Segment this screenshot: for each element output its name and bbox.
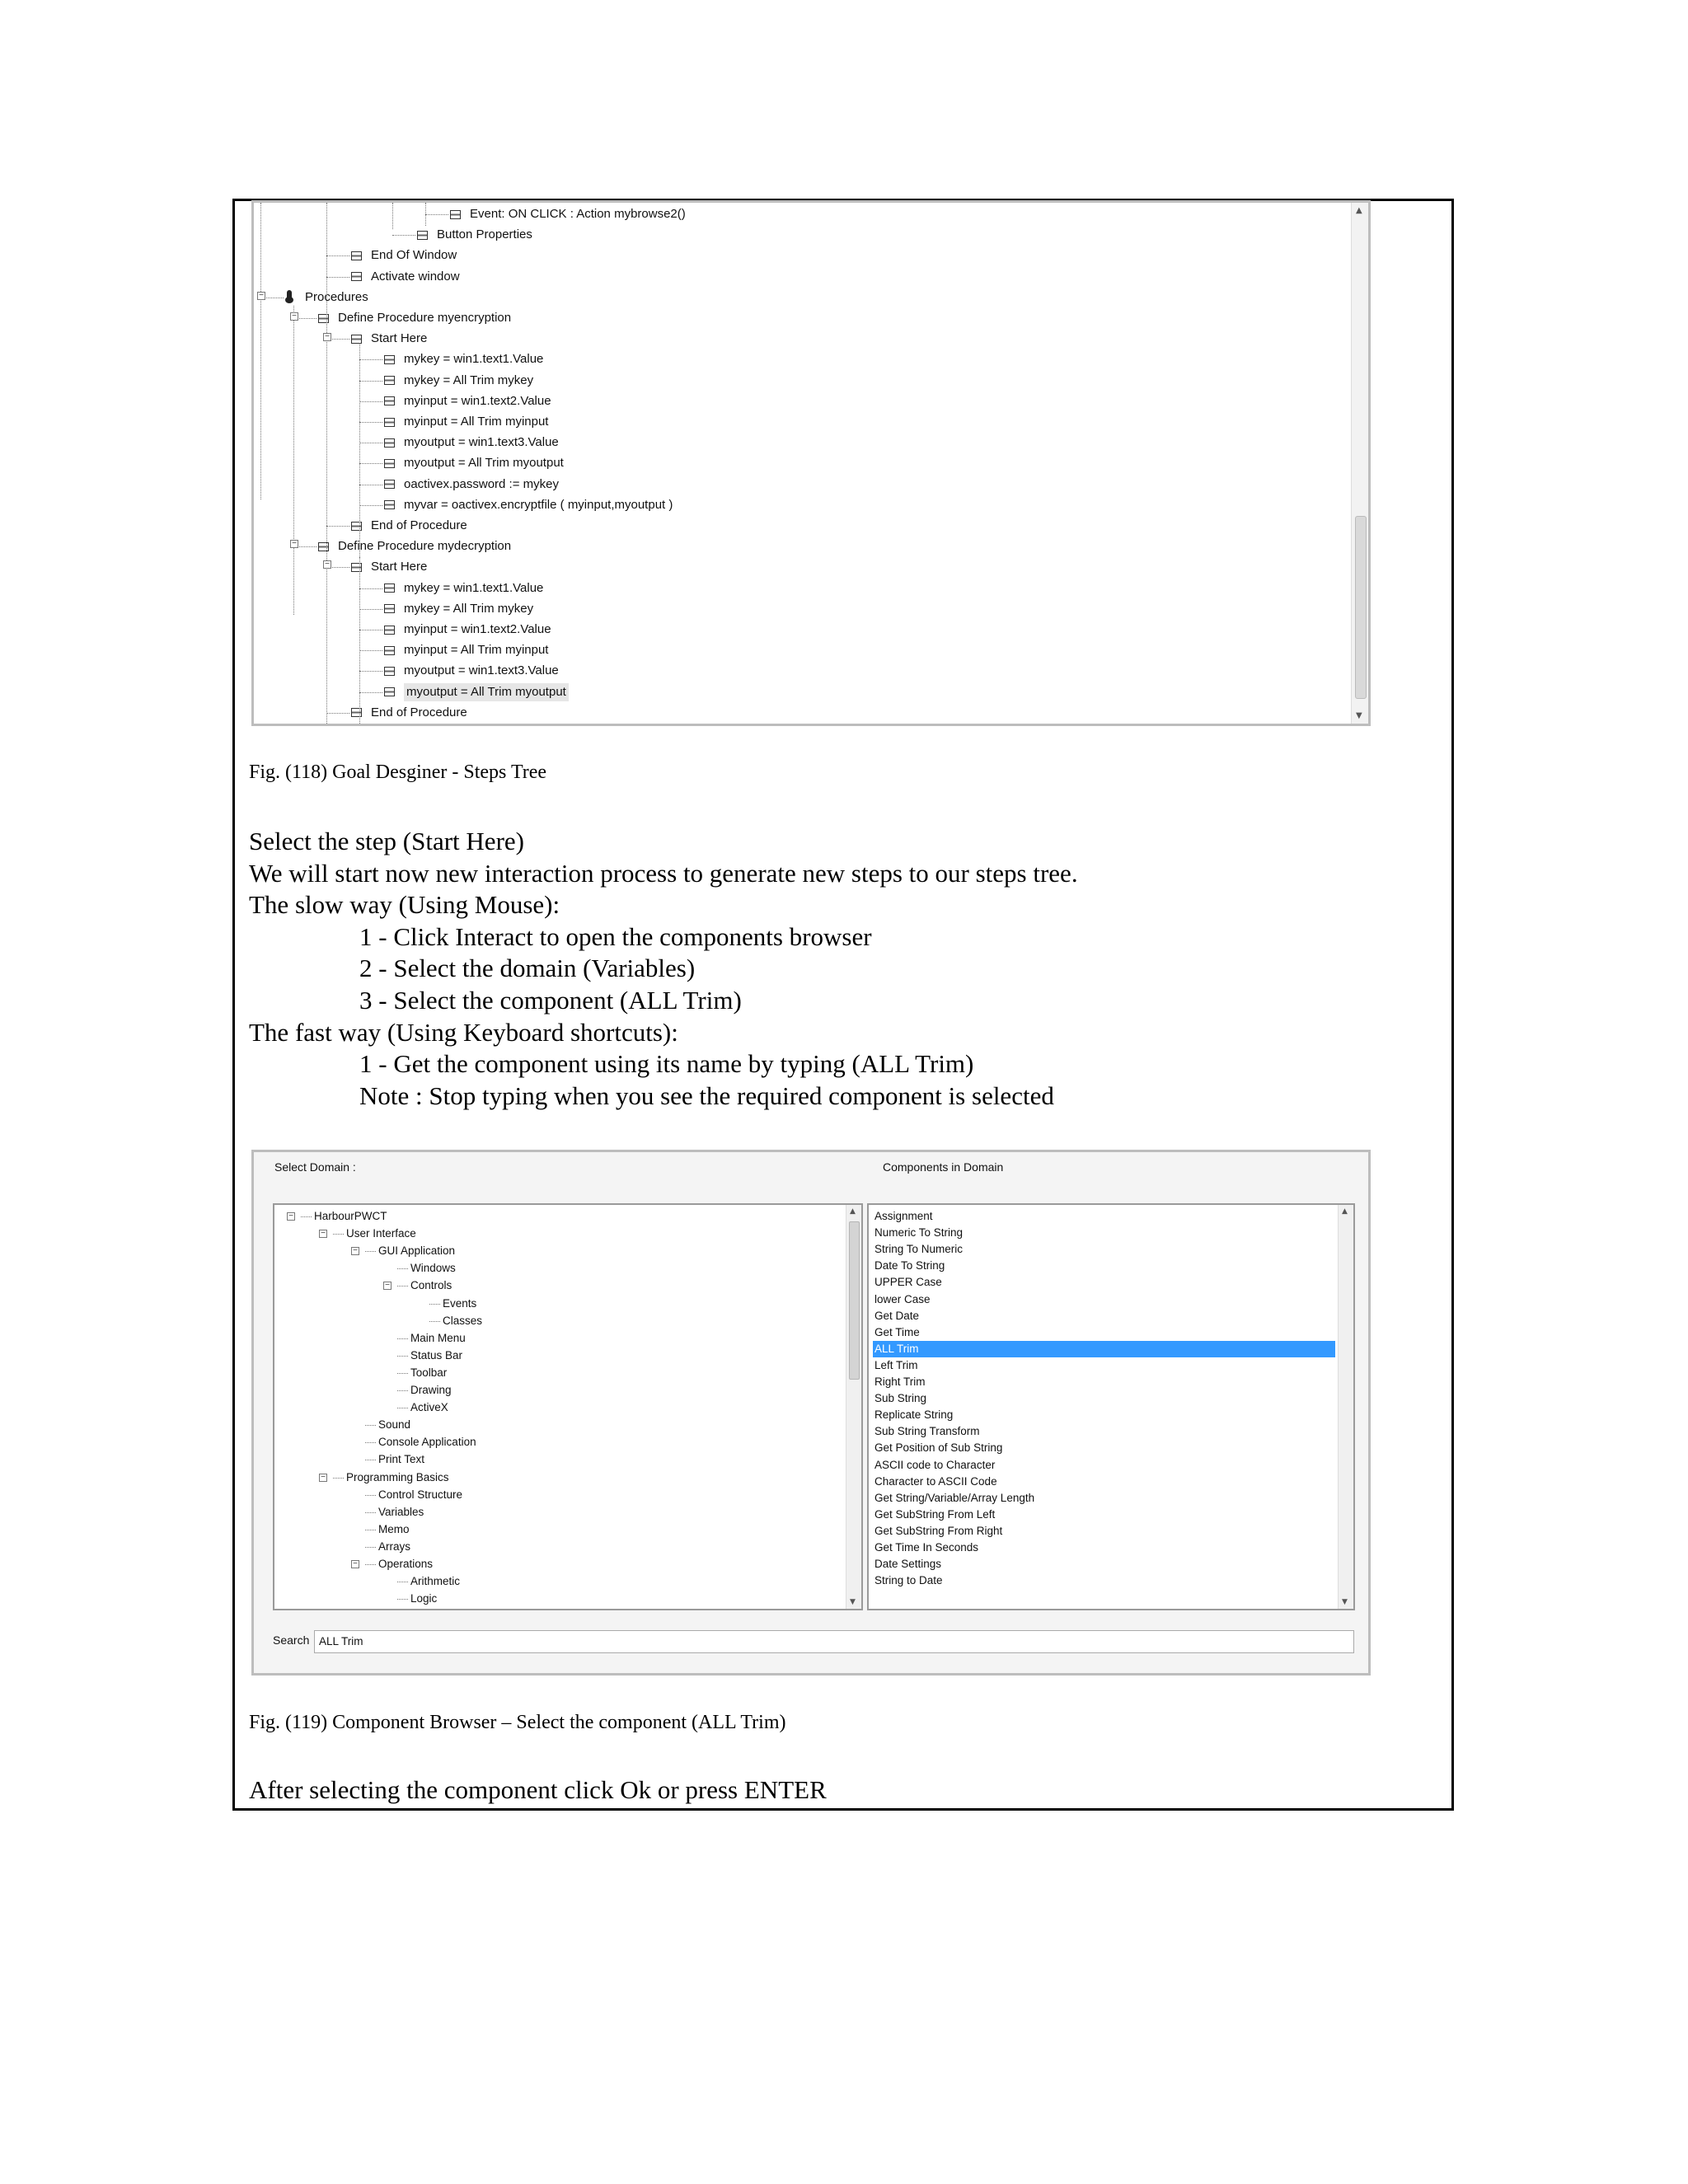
tree-step[interactable] — [318, 537, 511, 555]
tree-step-label: mykey = win1.text1.Value — [404, 352, 544, 367]
tree-connector — [397, 1599, 408, 1600]
figure-118-caption: Fig. (118) Goal Desginer - Steps Tree — [249, 762, 547, 783]
tree-step-label: Start Here — [371, 560, 428, 574]
scroll-thumb[interactable] — [849, 1221, 860, 1380]
component-item[interactable]: String To Numeric — [874, 1243, 964, 1256]
tree-step[interactable] — [384, 600, 533, 618]
component-item[interactable]: Date Settings — [874, 1558, 942, 1571]
tree-step-label: myvar = oactivex.encryptfile ( myinput,myoutput ) — [404, 497, 673, 512]
component-item[interactable]: Get Time In Seconds — [874, 1541, 979, 1554]
component-item[interactable]: Assignment — [874, 1210, 933, 1222]
component-item[interactable]: Numeric To String — [874, 1226, 964, 1240]
domain-item[interactable]: Toolbar — [410, 1366, 448, 1379]
tree-step[interactable] — [384, 579, 543, 598]
step-icon — [384, 396, 395, 405]
tree-connector — [365, 1442, 376, 1443]
tree-step[interactable] — [417, 226, 532, 244]
step-icon — [351, 272, 362, 281]
domain-item[interactable]: Arithmetic — [410, 1575, 461, 1588]
tree-step[interactable] — [351, 246, 457, 265]
tree-connector — [359, 692, 382, 693]
step-icon — [384, 500, 395, 509]
tree-step-label: myinput = win1.text2.Value — [404, 622, 551, 636]
tree-connector — [326, 277, 349, 278]
tree-connector — [359, 343, 360, 565]
tree-step[interactable] — [384, 662, 559, 680]
component-item[interactable]: Left Trim — [874, 1358, 918, 1371]
figure-119-caption: Fig. (119) Component Browser – Select the component (ALL Trim) — [249, 1712, 786, 1733]
instructions — [249, 826, 1078, 1112]
tree-connector — [365, 1547, 376, 1548]
collapse-icon[interactable]: − — [290, 540, 298, 548]
collapse-icon[interactable]: − — [257, 292, 265, 300]
instruction-line: 1 - Click Interact to open the components browser — [359, 921, 872, 951]
component-item[interactable]: UPPER Case — [874, 1276, 942, 1289]
tree-connector — [333, 1478, 344, 1479]
step-icon — [417, 231, 428, 240]
tree-step-label: myoutput = All Trim myoutput — [404, 683, 569, 701]
domain-item[interactable]: GUI Application — [378, 1244, 456, 1258]
tree-step[interactable] — [351, 704, 467, 722]
domain-item[interactable]: Memo — [378, 1522, 410, 1535]
step-icon — [318, 542, 329, 551]
domain-item[interactable]: Drawing — [410, 1384, 452, 1396]
component-item[interactable]: lower Case — [874, 1292, 931, 1305]
domain-item[interactable]: Control Structure — [378, 1488, 463, 1501]
component-item[interactable]: Get Position of Sub String — [874, 1441, 1003, 1455]
step-icon — [351, 522, 362, 531]
tree-connector — [397, 1338, 408, 1339]
tree-connector — [359, 422, 382, 423]
component-item[interactable]: ALL Trim — [873, 1341, 1335, 1357]
tree-step[interactable] — [384, 476, 559, 494]
step-icon — [351, 335, 362, 344]
tree-step-label: myinput = All Trim myinput — [404, 415, 549, 429]
tree-connector — [365, 1495, 376, 1496]
tree-step[interactable] — [351, 268, 460, 286]
components-in-domain-label: Components in Domain — [883, 1160, 1004, 1174]
tree-step-label: mykey = All Trim mykey — [404, 601, 534, 616]
tree-connector — [397, 1356, 408, 1357]
instruction-line: The slow way (Using Mouse): — [249, 890, 560, 920]
component-item[interactable]: Character to ASCII Code — [874, 1474, 997, 1488]
tree-step[interactable] — [384, 621, 551, 639]
collapse-icon[interactable]: − — [383, 1282, 392, 1290]
search-label: Search — [273, 1633, 310, 1647]
tree-step-label: Activate window — [371, 269, 460, 284]
tree-step-label: Define Procedure myencryption — [338, 311, 512, 325]
step-icon — [384, 355, 395, 364]
component-item[interactable]: Right Trim — [874, 1376, 926, 1388]
tree-step[interactable] — [384, 683, 569, 701]
step-icon — [450, 210, 461, 219]
tree-step-label: oactivex.password := mykey — [404, 476, 559, 491]
domain-item[interactable]: Controls — [410, 1279, 452, 1292]
search-input[interactable]: ALL Trim — [314, 1630, 1354, 1653]
instruction-line: 2 - Select the domain (Variables) — [359, 954, 696, 983]
domain-item[interactable]: Sound — [378, 1418, 411, 1432]
scroll-down-icon[interactable]: ▼ — [1342, 1598, 1348, 1606]
domain-tree-scrollbar[interactable] — [846, 1205, 861, 1609]
tree-step-label: Procedures — [305, 289, 368, 304]
component-item[interactable]: ASCII code to Character — [874, 1458, 996, 1471]
instruction-line: Note : Stop typing when you see the required component is selected — [359, 1080, 1054, 1110]
tree-step[interactable] — [384, 372, 533, 390]
tree-connector — [326, 526, 349, 527]
tree-step-label: End of Procedure — [371, 518, 467, 532]
domain-item[interactable]: Operations — [378, 1558, 434, 1570]
tree-connector — [359, 359, 382, 360]
tree-connector — [359, 588, 382, 589]
tree-connector — [425, 203, 426, 226]
collapse-icon[interactable]: − — [351, 1247, 359, 1255]
tree-connector — [326, 255, 349, 256]
tree-connector — [429, 1321, 440, 1322]
tree-connector — [359, 381, 382, 382]
component-item[interactable]: Get Date — [874, 1309, 920, 1322]
step-icon — [384, 459, 395, 468]
step-icon — [351, 708, 362, 717]
collapse-icon[interactable]: − — [290, 312, 298, 321]
domain-item[interactable]: Console Application — [378, 1436, 476, 1449]
tree-connector — [359, 505, 382, 506]
tree-connector — [392, 235, 415, 236]
tree-step[interactable] — [384, 413, 548, 431]
component-item[interactable]: Sub String Transform — [874, 1425, 980, 1438]
tree-connector — [365, 1512, 376, 1513]
tree-step-label: myoutput = win1.text3.Value — [404, 435, 559, 450]
collapse-icon[interactable]: − — [351, 1560, 359, 1568]
tree-connector — [397, 1390, 408, 1391]
tree-step-label: Event: ON CLICK : Action mybrowse2() — [470, 207, 686, 221]
component-item[interactable]: Date To String — [874, 1259, 945, 1272]
tree-connector — [359, 609, 382, 610]
tree-step-label: Button Properties — [437, 227, 532, 242]
tree-step[interactable] — [384, 350, 543, 368]
tree-step-label: Start Here — [371, 331, 428, 346]
scroll-up-icon[interactable]: ▲ — [1356, 206, 1362, 215]
step-icon — [384, 583, 395, 593]
tree-connector — [397, 1268, 408, 1269]
tree-step-label: mykey = All Trim mykey — [404, 373, 534, 387]
tree-connector — [359, 671, 382, 672]
tree-step-label: Define Procedure mydecryption — [338, 539, 512, 554]
domain-item[interactable]: Variables — [378, 1505, 424, 1518]
step-icon — [384, 480, 395, 489]
select-domain-label: Select Domain : — [274, 1160, 356, 1174]
tree-step-label: myinput = All Trim myinput — [404, 643, 549, 658]
scroll-up-icon[interactable]: ▲ — [1342, 1207, 1348, 1216]
step-icon — [351, 251, 362, 260]
scroll-up-icon[interactable]: ▲ — [850, 1207, 856, 1216]
step-icon — [384, 604, 395, 613]
component-item[interactable]: String to Date — [874, 1574, 943, 1587]
tree-connector — [359, 463, 382, 464]
collapse-icon[interactable]: − — [323, 333, 331, 341]
step-icon — [384, 646, 395, 655]
tree-connector — [392, 203, 393, 229]
step-icon — [384, 626, 395, 635]
step-icon — [384, 418, 395, 427]
domain-tree-panel[interactable] — [273, 1203, 863, 1610]
steps-tree — [254, 203, 1350, 724]
scroll-thumb[interactable] — [1355, 516, 1367, 699]
step-icon — [384, 687, 395, 696]
footer-text: After selecting the component click Ok or press ENTER — [249, 1775, 827, 1804]
instruction-line: The fast way (Using Keyboard shortcuts): — [249, 1017, 678, 1047]
tree-step[interactable] — [384, 641, 548, 659]
steps-tree-screenshot — [251, 200, 1371, 726]
tree-connector — [359, 557, 360, 724]
tree-step-label: mykey = win1.text1.Value — [404, 580, 544, 595]
tree-connector — [359, 650, 382, 651]
instruction-line: Select the step (Start Here) — [249, 827, 524, 855]
component-item[interactable]: Get String/Variable/Array Length — [874, 1491, 1035, 1504]
tree-connector — [359, 401, 382, 402]
domain-item[interactable]: Arrays — [378, 1540, 411, 1553]
tree-step[interactable] — [384, 434, 559, 452]
tree-connector — [260, 203, 261, 499]
procedures-icon — [285, 290, 293, 305]
tree-connector — [333, 1234, 344, 1235]
component-browser-screenshot — [251, 1150, 1371, 1675]
step-icon — [384, 376, 395, 385]
tree-connector — [326, 335, 327, 590]
tree-step[interactable] — [384, 392, 551, 410]
domain-item[interactable]: ActiveX — [410, 1401, 448, 1414]
tree-connector — [365, 1564, 376, 1565]
tree-connector — [301, 1216, 312, 1217]
step-icon — [384, 667, 395, 676]
steps-tree-scrollbar[interactable] — [1351, 203, 1368, 724]
domain-item[interactable]: Logic — [410, 1592, 438, 1605]
tree-step-label: End Of Window — [371, 248, 457, 263]
components-list-scrollbar[interactable] — [1338, 1205, 1353, 1609]
tree-step[interactable] — [351, 558, 427, 576]
tree-connector — [425, 214, 448, 215]
tree-step-label: myoutput = win1.text3.Value — [404, 663, 559, 678]
tree-connector — [365, 1425, 376, 1426]
tree-step[interactable] — [450, 205, 686, 223]
domain-item[interactable]: Classes — [443, 1314, 483, 1327]
tree-connector — [293, 306, 294, 615]
collapse-icon[interactable]: − — [319, 1230, 327, 1238]
component-item[interactable]: Sub String — [874, 1392, 927, 1405]
tree-step[interactable] — [318, 309, 511, 327]
step-icon — [351, 563, 362, 572]
component-item[interactable]: Replicate String — [874, 1408, 954, 1422]
instruction-line: 3 - Select the component (ALL Trim) — [359, 985, 742, 1015]
domain-item[interactable]: Programming Basics — [346, 1470, 449, 1483]
tree-step[interactable] — [351, 517, 467, 535]
tree-step-label: myinput = win1.text2.Value — [404, 393, 551, 408]
tree-step-label: myoutput = All Trim myoutput — [404, 456, 564, 471]
domain-item[interactable]: HarbourPWCT — [314, 1210, 387, 1222]
tree-step[interactable] — [384, 496, 673, 514]
tree-connector — [326, 713, 349, 714]
tree-connector — [429, 1304, 440, 1305]
domain-item[interactable]: Windows — [410, 1262, 456, 1275]
domain-item[interactable]: Status Bar — [410, 1348, 463, 1361]
domain-item[interactable]: User Interface — [346, 1227, 416, 1240]
step-icon — [318, 314, 329, 323]
instruction-line: 1 - Get the component using its name by typing (ALL Trim) — [359, 1049, 974, 1079]
collapse-icon[interactable]: − — [287, 1212, 295, 1221]
domain-item[interactable]: Events — [443, 1296, 477, 1310]
tree-connector — [365, 1251, 376, 1252]
component-item[interactable]: Get SubString From Left — [874, 1507, 996, 1521]
scroll-down-icon[interactable]: ▼ — [1356, 711, 1362, 720]
tree-step[interactable] — [351, 330, 427, 348]
tree-step[interactable] — [384, 454, 564, 472]
components-list-panel[interactable] — [867, 1203, 1355, 1610]
component-item[interactable]: Get SubString From Right — [874, 1524, 1003, 1537]
domain-item[interactable]: Print Text — [378, 1453, 425, 1466]
collapse-icon[interactable]: − — [323, 560, 331, 569]
tree-connector — [397, 1373, 408, 1374]
scroll-down-icon[interactable]: ▼ — [850, 1598, 856, 1606]
collapse-icon[interactable]: − — [319, 1474, 327, 1482]
domain-item[interactable]: Main Menu — [410, 1331, 466, 1344]
step-icon — [384, 438, 395, 448]
component-item[interactable]: Get Time — [874, 1325, 920, 1338]
tree-step-label: End of Procedure — [371, 705, 467, 719]
instruction-line: We will start now new interaction process to generate new steps to our steps tree. — [249, 858, 1078, 888]
